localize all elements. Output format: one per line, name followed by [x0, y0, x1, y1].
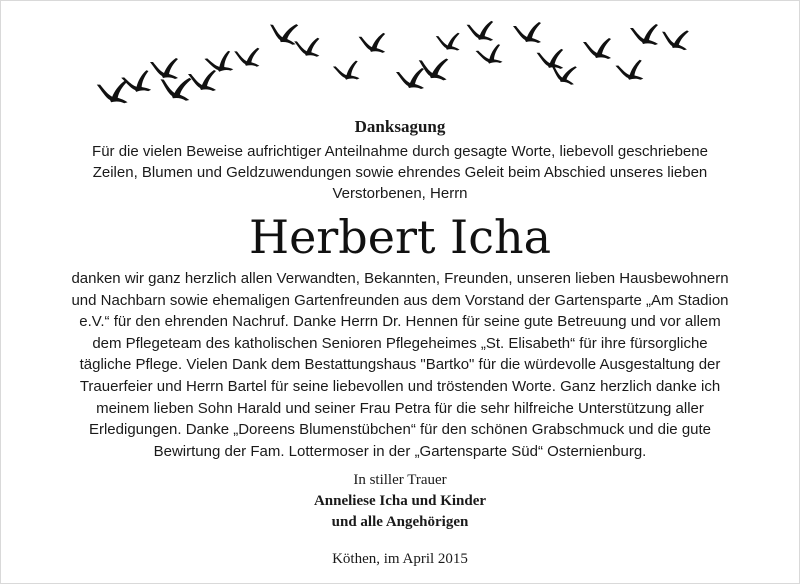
- body-line: dem Pflegeteam des katholischen Senioren Pflegeheimes „St. Elisabeth“ für ihre fürsorgliche: [92, 334, 708, 352]
- body-line: Bewirtung der Fam. Lottermoser in der „Gartensparte Süd“ Osternienburg.: [153, 442, 647, 460]
- place-date: Köthen, im April 2015: [332, 551, 468, 567]
- intro-line: Verstorbenen, Herrn: [332, 185, 468, 202]
- notice-title: Danksagung: [354, 117, 446, 136]
- flying-birds-icon: [90, 18, 710, 118]
- body-line: Erledigungen. Danke „Doreens Blumenstübchen“ für den schönen Grabschmuck und die gute: [88, 421, 712, 439]
- signature-prefix: In stiller Trauer: [353, 472, 447, 488]
- signature-line: Anneliese Icha und Kinder: [313, 493, 487, 509]
- body-line: meinem lieben Sohn Harald und seiner Frau Petra für die sehr hilfreiche Unterstützung aller: [96, 399, 704, 417]
- intro-line: Für die vielen Beweise aufrichtiger Anteilnahme durch gesagte Worte, liebevoll geschriebene: [92, 143, 708, 160]
- signature-block: [0, 470, 800, 533]
- signature-line: und alle Angehörigen: [331, 514, 469, 530]
- body-line: und Nachbarn sowie ehemaligen Gartenfreunden aus dem Vorstand der Gartensparte „Am Stadion: [71, 291, 729, 309]
- thanks-body: [20, 268, 780, 462]
- deceased-name: Herbert Icha: [248, 210, 552, 264]
- body-line: danken wir ganz herzlich allen Verwandten, Bekannten, Freunden, unseren lieben Hausbewohnern: [71, 270, 729, 287]
- body-line: tägliche Pflege. Vielen Dank dem Bestattungshaus "Bartko" für die würdevolle Ausgestaltung der: [79, 356, 721, 374]
- body-line: Trauerfeier und Herrn Bartel für seine liebevollen und tröstenden Worte. Ganz herzlich danke ich: [79, 377, 721, 395]
- intro-text: [30, 141, 770, 204]
- intro-line: Zeilen, Blumen und Geldzuwendungen sowie ehrendes Geleit beim Abschied unseres lieben: [92, 164, 708, 181]
- body-line: e.V.“ für den ehrenden Nachruf. Danke Herrn Dr. Hennen für seine gute Betreuung und vor allem: [79, 313, 721, 331]
